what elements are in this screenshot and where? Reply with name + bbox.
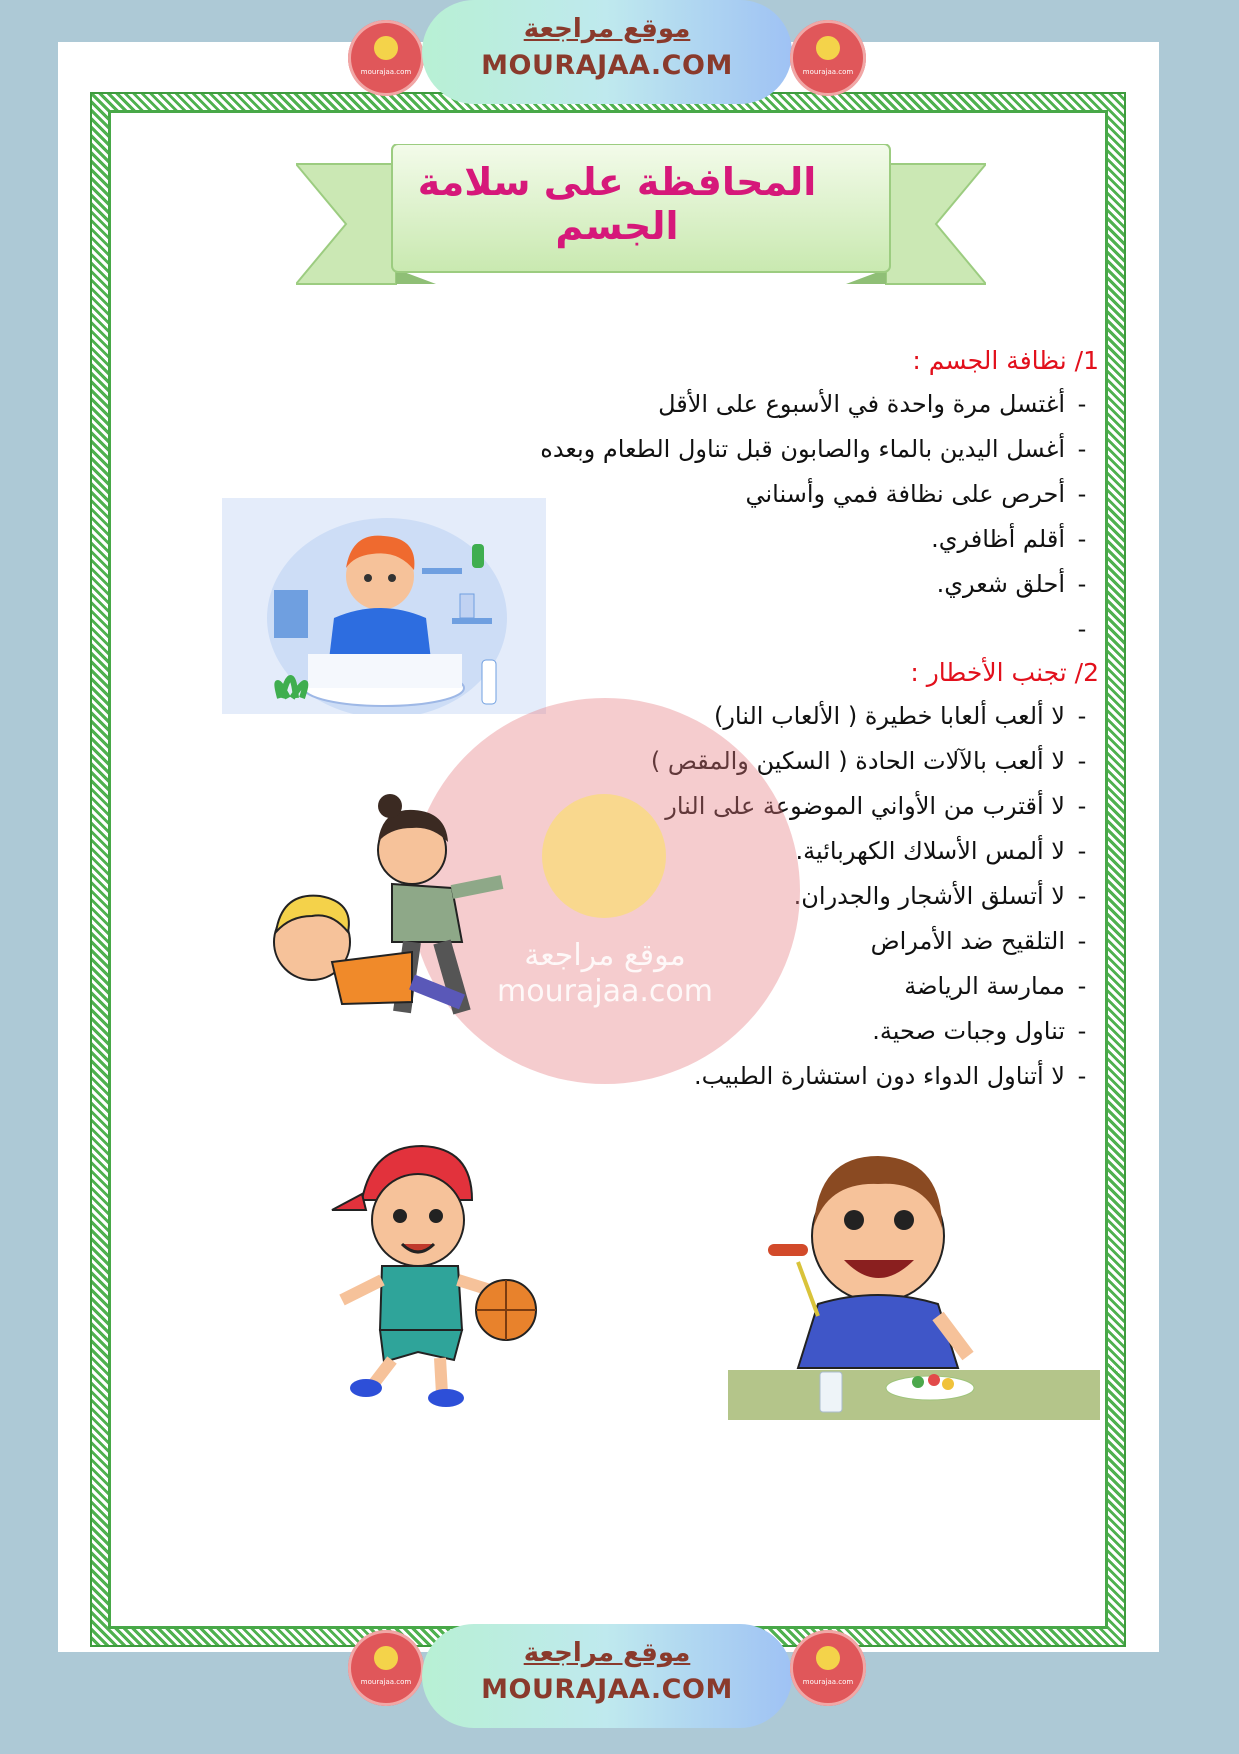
book-icon [542,794,666,918]
footer-brand [422,1624,792,1728]
header-brand-english: MOURAJAA.COM [481,50,733,81]
list-item: -لا ألعب ألعابا خطيرة ( الألعاب النار) [713,702,1087,730]
list-item: -أغتسل مرة واحدة في الأسبوع على الأقل [658,390,1087,418]
page-title: المحافظة على سلامة الجسم [417,160,817,248]
section-heading-hygiene: 1/ نظافة الجسم : [912,346,1099,375]
seal-text: mourajaa.com [802,1678,854,1686]
list-item: -أحرص على نظافة فمي وأسناني [745,480,1087,508]
basketball-illustration [322,1140,540,1408]
watermark-arabic: موقع مراجعة [524,938,686,973]
footer-brand-english: MOURAJAA.COM [481,1674,733,1705]
seal-text: mourajaa.com [360,1678,412,1686]
list-item: -لا أتناول الدواء دون استشارة الطبيب. [693,1062,1087,1090]
list-item: -تناول وجبات صحية. [872,1017,1087,1045]
book-icon [816,36,840,60]
footer-brand-arabic: موقع مراجعة [523,1638,691,1668]
list-item: - [1077,615,1087,643]
list-item: -لا أقترب من الأواني الموضوعة على النار [665,792,1087,820]
list-item: -لا ألمس الأسلاك الكهربائية. [795,837,1087,865]
handwashing-illustration [222,498,546,714]
seal-text: mourajaa.com [802,68,854,76]
logo-seal-left [348,20,424,96]
children-fighting-illustration [262,792,528,1024]
list-item: -أقلم أظافري. [931,525,1087,553]
book-icon [374,36,398,60]
header-brand-arabic: موقع مراجعة [523,14,691,44]
list-item: -أغسل اليدين بالماء والصابون قبل تناول الطعام وبعده [540,435,1087,463]
book-icon [816,1646,840,1670]
list-item: -لا أتسلق الأشجار والجدران. [793,882,1087,910]
book-icon [374,1646,398,1670]
header-brand [422,0,792,104]
footer-seal-left [348,1630,424,1706]
list-item: -التلقيح ضد الأمراض [870,927,1087,955]
watermark-english: mourajaa.com [496,974,714,1009]
logo-seal-right [790,20,866,96]
section-heading-dangers: 2/ تجنب الأخطار : [910,658,1099,687]
footer-seal-right [790,1630,866,1706]
list-item: -لا ألعب بالآلات الحادة ( السكين والمقص ) [650,747,1087,775]
list-item: -ممارسة الرياضة [904,972,1087,1000]
seal-text: mourajaa.com [360,68,412,76]
healthy-meal-illustration [728,1136,1100,1420]
list-item: -أحلق شعري. [936,570,1087,598]
